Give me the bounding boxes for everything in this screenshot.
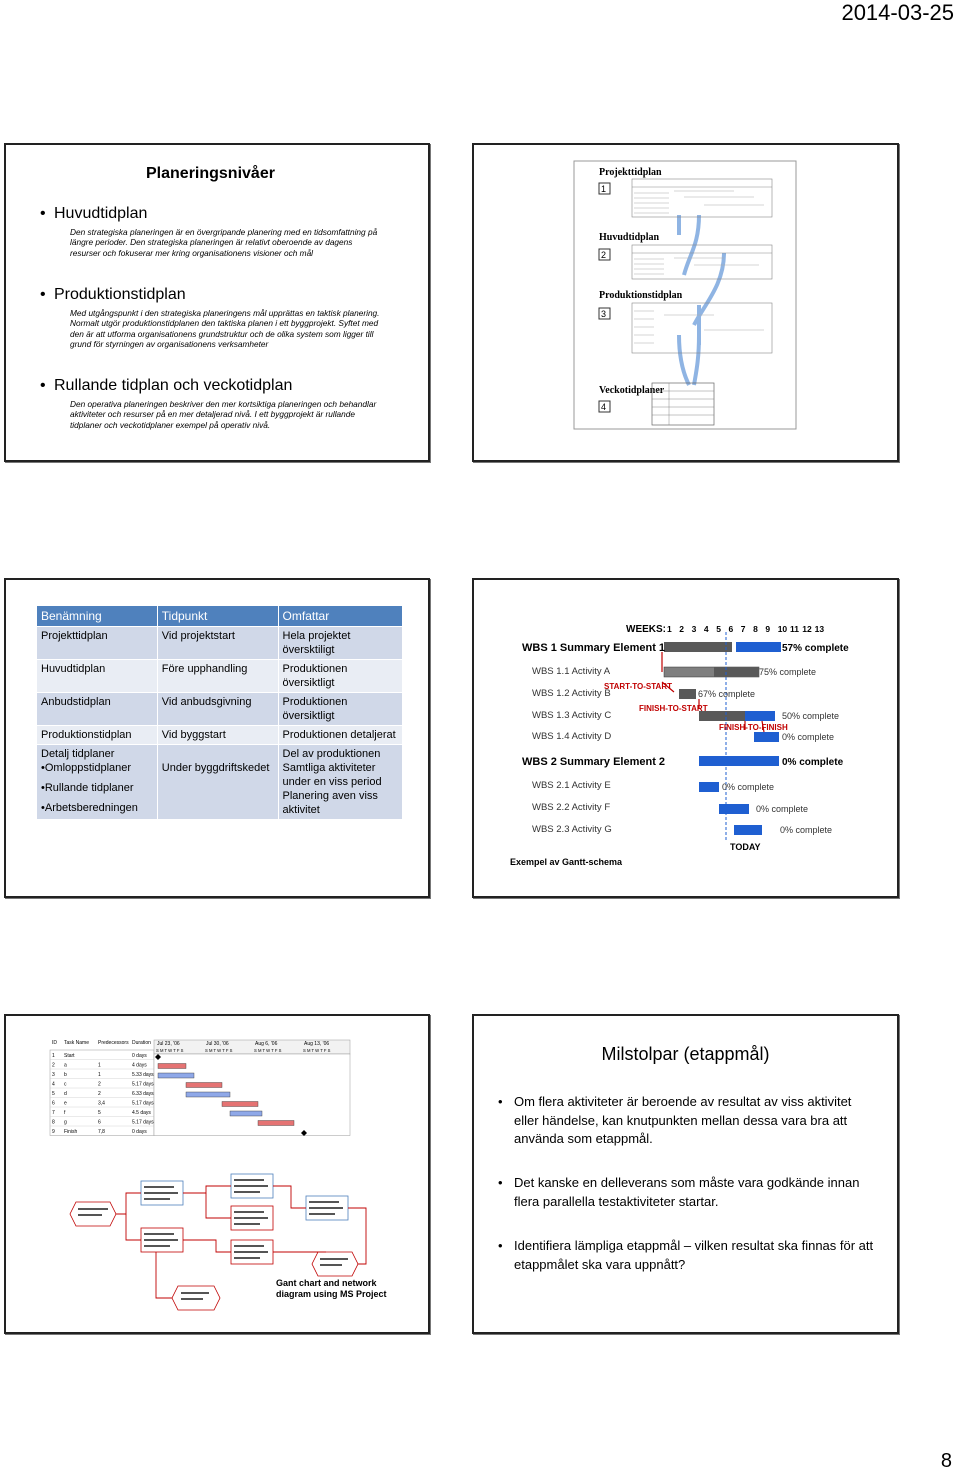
page-number: 8 [940,1450,952,1472]
column-header: ID [52,1040,57,1046]
ms-project-caption: Gant chart and network diagram using MS Project [276,1278,387,1299]
svg-text:WEEKS:: WEEKS: [626,624,666,635]
timeline-days: S M T W T F S [303,1048,331,1053]
task-duration: 4.5 days [132,1110,151,1116]
week-number: 6 [728,624,734,634]
table-row: Projekttidplan Vid projektstart Hela projektet översktiligt [37,627,403,660]
task-pred: 1 [98,1062,101,1069]
task-bar [222,1102,258,1107]
slide-schedule-hierarchy [472,143,899,462]
today-label: TODAY [730,842,761,852]
gantt-row-label: WBS 1.3 Activity C [532,710,612,721]
task-name: f [64,1110,66,1116]
table-row: Anbudstidplan Vid anbudsgivning Produktionen översiktligt [37,693,403,726]
bullet-item: • Identifiera lämpliga etappmål – vilken resultat ska finnas för att etappmålet ska vara uppnått? [498,1238,874,1272]
week-number: 2 [679,624,685,634]
task-pred: 7,8 [98,1129,105,1135]
task-bar [230,1111,262,1116]
task-bar [258,1121,294,1126]
bullet-heading: • Huvudtidplan [40,205,148,222]
gantt-row-label: WBS 2 Summary Element 2 [522,756,666,768]
timeline-days: S M T W T F S [156,1048,184,1053]
svg-text:4: 4 [601,402,607,412]
slide-schedule-table [4,578,430,898]
task-duration: 0 days [132,1053,147,1059]
column-header: Predecessors [98,1040,129,1046]
task-id: 4 [52,1081,55,1088]
table-row: Produktionstidplan Vid byggstart Produktionen detaljerat [37,726,403,745]
gantt-row-pct: 75% complete [759,667,817,677]
task-duration: 5.17 days [132,1119,154,1126]
bullet-heading: • Produktionstidplan [40,286,186,303]
task-duration: 5.33 days [132,1072,154,1078]
table-header-row [37,606,403,627]
task-name: c [64,1081,67,1088]
task-pred: 5 [98,1110,101,1116]
week-number: 9 [765,624,771,634]
task-name: e [64,1100,67,1107]
task-id: 6 [52,1100,55,1107]
gantt-row-label: WBS 2.1 Activity E [532,780,611,791]
timeline-days: S M T W T F S [254,1048,282,1053]
column-header: Omfattar [278,606,402,627]
schedule-table [36,605,403,820]
gantt-row-pct: 0% complete [756,804,809,814]
link-finish-to-finish: FINISH-TO-FINISH [719,723,788,732]
bullet-text: Med utgångspunkt i den strategiska planeringens mål upprättas en taktisk planering. Normalt utgör produktionstidplanen den taktiska planen i ett byggprojekt. Syftet med den är att utforma organisationens grundstruktur och de olika system som ligger till grund för styrningen av organisationens verksamheter [70,308,380,349]
task-name: b [64,1072,67,1078]
gantt-row-pct: 67% complete [698,689,756,699]
task-id: 5 [52,1091,55,1097]
task-pred: 2 [98,1081,101,1088]
task-duration: 0 days [132,1129,147,1135]
gantt-row-label: WBS 1.4 Activity D [532,731,612,742]
gantt-row-label: WBS 2.2 Activity F [532,802,611,813]
timeline-week: Jul 30, '06 [206,1041,229,1047]
week-number: 11 [790,624,799,634]
task-id: 9 [52,1129,55,1135]
bullet-item: • Om flera aktiviteter är beroende av resultat av viss aktivitet eller händelse, kan knutpunkten mellan dessa vara bra att använda som etappmål. [498,1094,852,1146]
bullet-text: Den strategiska planeringen är en övergripande planering med en tidsomfattning på längre perioder. Den strategiska planeringen är relativt oberoende av dagens resurser och fokuserar mer kring organisationens visioner och mål [70,227,378,258]
link-start-to-start: START-TO-START [604,682,672,691]
link-finish-to-start: FINISH-TO-START [639,704,708,713]
week-number: 13 [814,624,825,634]
task-pred: 2 [98,1091,101,1097]
level-4-label: Veckotidplaner [599,385,665,396]
gantt-row-pct: 0% complete [782,732,835,742]
gantt-row-label: WBS 1 Summary Element 1 [522,642,666,654]
slide-ms-project [4,1014,430,1334]
task-name: Start [64,1053,75,1059]
gantt-row-pct: 0% complete [782,757,844,768]
task-duration: 4 days [132,1062,147,1069]
table-row: Detalj tidplaner •Omloppstidplaner •Rullande tidplaner •Arbetsberedningen Under byggdriftskedet Del av produktionen Samtliga aktiviteter under en viss period Planering aven viss aktivitet [37,745,403,820]
slide-planning-levels [4,143,430,462]
task-id: 2 [52,1062,55,1069]
timeline-week: Aug 6, '06 [255,1041,278,1047]
gantt-row-label: WBS 1.2 Activity B [532,688,611,699]
gantt-row-label: WBS 2.3 Activity G [532,824,612,835]
timeline-days: S M T W T F S [205,1048,233,1053]
task-id: 3 [52,1072,55,1078]
task-bar [158,1064,186,1069]
slide-milestones [472,1014,899,1334]
gantt-row-pct: 57% complete [782,643,849,654]
bullet-item: • Det kanske en delleverans som måste vara godkände innan flera parallella testaktiviteter startar. [498,1175,860,1209]
level-3-label: Produktionstidplan [599,290,683,301]
task-name: a [64,1062,67,1069]
table-row: Huvudtidplan Före upphandling Produktionen översiktligt [37,660,403,693]
task-bar [186,1092,230,1097]
task-duration: 6.33 days [132,1091,154,1097]
gantt-row-pct: 0% complete [780,825,833,835]
task-pred: 1 [98,1072,101,1078]
slide-title: Milstolpar (etappmål) [601,1044,770,1064]
task-id: 8 [52,1119,55,1126]
task-pred: 3,4 [98,1100,105,1107]
column-header: Tidpunkt [157,606,278,627]
week-number: 12 [802,624,812,634]
timeline-week: Aug 13, '06 [304,1041,330,1047]
svg-text:3: 3 [601,309,607,319]
column-header: Duration [132,1040,151,1046]
slide-gantt-example [472,578,899,898]
task-id: 7 [52,1110,55,1116]
task-bar [186,1083,222,1088]
task-pred: 6 [98,1119,101,1126]
gantt-row-label: WBS 1.1 Activity A [532,666,611,677]
header-date: 2014-03-25 [841,0,954,25]
task-duration: 5.17 days [132,1081,154,1088]
column-header: Task Name [64,1040,90,1046]
week-number: 5 [716,624,721,634]
slide-title: Planeringsnivåer [146,165,275,182]
level-2-label: Huvudtidplan [599,232,660,243]
task-duration: 5.17 days [132,1100,154,1107]
gantt-row-pct: 0% complete [722,782,775,792]
bullet-text: Den operativa planeringen beskriver den mer kortsiktiga planeringen och behandlar aktiviteter och resurser på en mer detaljerad nivå. I ett byggprojekt är rullande tidplaner och veckotidplaner exempel på operativ nivå. [70,399,377,430]
week-number: 3 [691,624,697,634]
svg-text:1: 1 [601,184,607,194]
task-name: d [64,1091,67,1097]
week-number: 4 [703,624,709,634]
gantt-row-pct: 50% complete [782,711,840,721]
level-1-label: Projekttidplan [599,167,662,178]
gantt-caption: Exempel av Gantt-schema [510,857,623,867]
week-number: 10 [777,624,788,634]
week-number: 8 [753,624,758,634]
week-number: 7 [740,624,746,634]
task-bar [158,1073,194,1078]
svg-text:2: 2 [601,250,607,260]
column-header: Benämning [37,606,158,627]
schedule-hierarchy-figure [474,145,897,460]
task-id: 1 [52,1053,55,1059]
bullet-heading: • Rullande tidplan och veckotidplan [40,377,293,394]
task-name: Finish [64,1129,78,1135]
task-name: g [64,1119,67,1126]
timeline-week: Jul 23, '06 [157,1041,180,1047]
week-number: 1 [667,624,672,634]
